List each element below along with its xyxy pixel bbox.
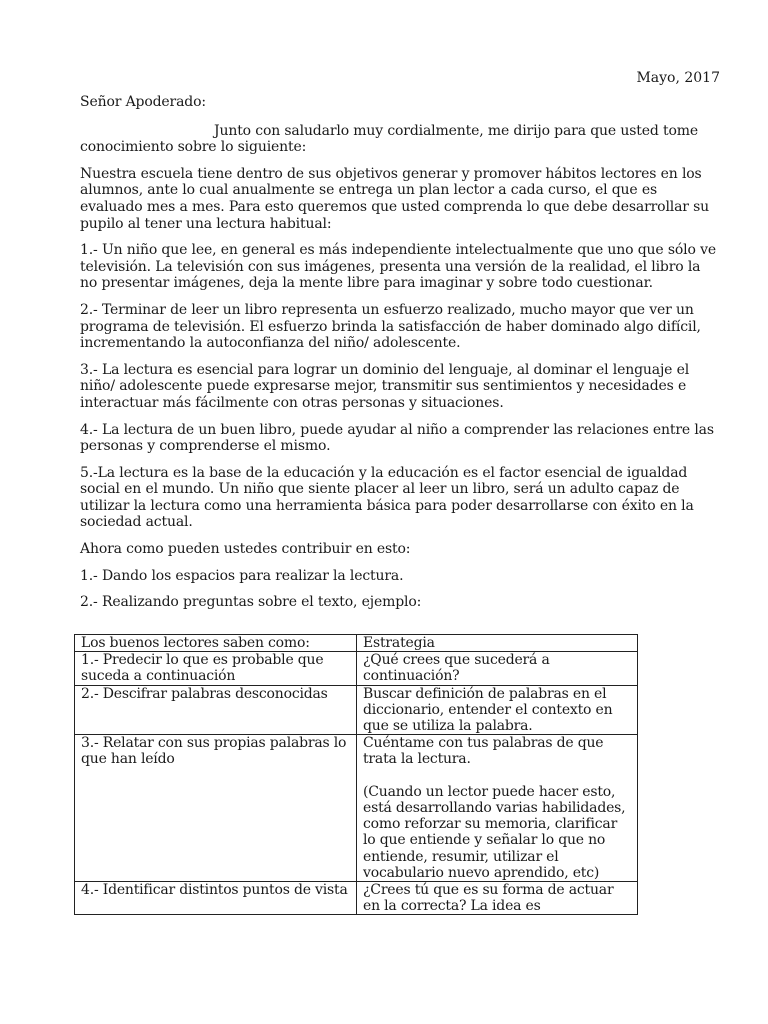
table-cell-strategy: Cuéntame con tus palabras de que trata la lectura. (Cuando un lector puede hacer esto, está desarrollando varias habilidades, como reforzar su memoria, clarificar lo que entiende y señalar lo que no entiende, resumir, utilizar el vocabulario nuevo aprendido, etc) [357,735,638,882]
table-cell-strategy [357,882,638,915]
table-cell-skill [75,882,357,915]
letter-salutation: Señor Apoderado: [80,94,206,110]
table-row [75,652,638,685]
paragraph-point-4: 4.- La lectura de un buen libro, puede ayudar al niño a comprender las relaciones entre las personas y comprenderse el mismo. [80,421,714,455]
paragraph-point-2: 2.- Terminar de leer un libro representa un esfuerzo realizado, mucho mayor que ver un programa de televisión. El esfuerzo brinda la satisfacción de haber dominado algo difícil, incrementando la autoconfianza del niño/ adolescente. [80,301,701,352]
letter-intro: Junto con saludarlo muy cordialmente, me dirijo para que usted tome conocimiento sobre lo siguiente: [80,122,698,156]
reading-strategies-table [74,634,638,915]
paragraph-contribute: Ahora como pueden ustedes contribuir en esto: [80,541,411,558]
table-cell-strategy: ¿Qué crees que sucederá a continuación? [357,652,638,685]
table-cell-text: 4.- Identificar distintos puntos de vista [81,882,348,899]
table-header-row [75,635,638,652]
paragraph-contribute-2: 2.- Realizando preguntas sobre el texto, ejemplo: [80,594,422,611]
letter-date: Mayo, 2017 [636,70,720,86]
paragraph-point-1: 1.- Un niño que lee, en general es más independiente intelectualmente que uno que sólo ve televisión. La televisión con sus imágenes, presenta una versión de la realidad, el libro la no presentar imágenes, deja la mente libre para imaginar y sobre todo cuestionar. [80,242,716,292]
table-header-skill: Los buenos lectores saben como: [75,635,357,652]
table-row [75,882,638,915]
paragraph-point-5: 5.-La lectura es la base de la educación y la educación es el factor esencial de igualdad social en el mundo. Un niño que siente placer al leer un libro, será un adulto capaz de utilizar la lectura como una herramienta básica para poder desarrollarse con éxito en la sociedad actual. [80,464,694,531]
paragraph-point-3: 3.- La lectura es esencial para lograr un dominio del lenguaje, al dominar el lenguaje el niño/ adolescente puede expresarse mejor, transmitir sus sentimientos y necesidades e interactuar más fácilmente con otras personas y situaciones. [80,361,690,411]
table-cell-skill: 3.- Relatar con sus propias palabras lo que han leído [75,735,357,882]
table-cell-strategy: Buscar definición de palabras en el diccionario, entender el contexto en que se utiliza la palabra. [357,685,638,735]
table-cell-skill: 1.- Predecir lo que es probable que suceda a continuación [75,652,357,685]
table-row [75,735,638,882]
table-row [75,685,638,735]
table-header-strategy: Estrategia [357,635,638,652]
table-cell-skill: 2.- Descifrar palabras desconocidas [75,685,357,735]
paragraph-contribute-1: 1.- Dando los espacios para realizar la lectura. [80,567,404,584]
letter-body [80,94,720,621]
paragraph-objectives: Nuestra escuela tiene dentro de sus objetivos generar y promover hábitos lectores en los alumnos, ante lo cual anualmente se entrega un plan lector a cada curso, el que es evaluado mes a mes. Para esto queremos que usted comprenda lo que debe desarrollar su pupilo al tener una lectura habitual: [80,165,710,232]
table-cell-text: ¿Crees tú que es su forma de actuar en la correcta? La idea es [363,882,614,915]
